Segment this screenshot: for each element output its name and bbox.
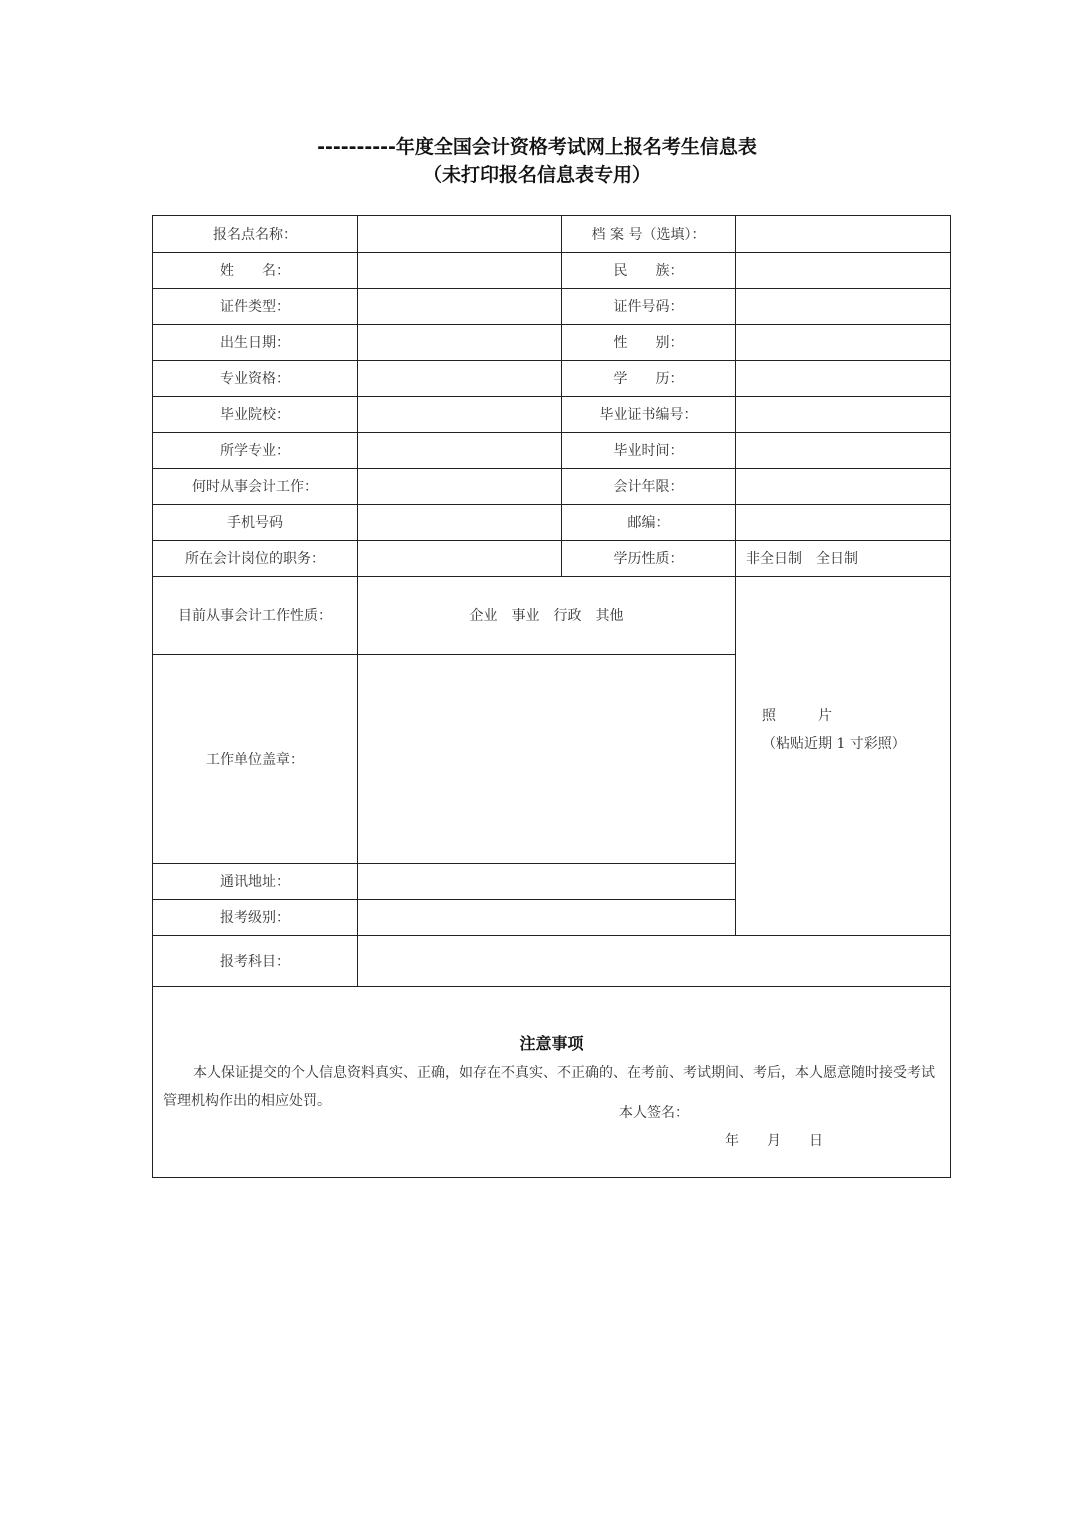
field-graduation-date[interactable] [736,432,950,468]
field-file-number[interactable] [736,216,950,252]
label-birth-date: 出生日期： [220,335,290,351]
field-registration-site[interactable] [358,216,561,252]
label-registration-site: 报名点名称： [213,227,297,243]
field-id-number[interactable] [736,288,950,324]
row-divider [153,986,950,987]
notes-body: 本人保证提交的个人信息资料真实、正确，如存在不真实、不正确的、在考前、考试期间、考后，本人愿意随时接受考试管理机构作出的相应处罚。 [163,1065,935,1109]
label-school: 毕业院校： [220,407,290,423]
field-ethnicity[interactable] [736,252,950,288]
label-name: 姓 名： [220,263,290,279]
field-work-nature-options[interactable]: 企业 事业 行政 其他 [469,608,624,624]
label-exam-subjects: 报考科目： [220,953,290,970]
label-exam-level: 报考级别： [220,910,290,926]
label-mobile: 手机号码 [227,515,283,531]
field-diploma-number[interactable] [736,396,950,432]
photo-hint: （粘贴近期 1 寸彩照） [762,736,906,752]
field-accounting-start[interactable] [358,468,561,504]
date-label: 年 月 日 [725,1133,823,1149]
field-exam-subjects[interactable] [358,935,950,986]
document-title: ----------年度全国会计资格考试网上报名考生信息表 [317,136,757,158]
field-major[interactable] [358,432,561,468]
field-school[interactable] [358,396,561,432]
field-birth-date[interactable] [358,324,561,360]
field-id-type[interactable] [358,288,561,324]
label-address: 通讯地址： [220,874,290,890]
label-file-number: 档 案 号（选填）： [591,227,706,243]
label-employer-stamp: 工作单位盖章： [206,751,304,768]
field-employer-stamp[interactable] [358,654,735,863]
label-diploma-number: 毕业证书编号： [599,407,698,423]
label-gender: 性 别： [613,335,684,351]
field-gender[interactable] [736,324,950,360]
label-major: 所学专业： [220,443,290,459]
label-education: 学 历： [613,371,684,387]
label-work-nature: 目前从事会计工作性质： [178,608,332,624]
field-qualification[interactable] [358,360,561,396]
label-accounting-years: 会计年限： [613,479,684,495]
label-qualification: 专业资格： [220,371,290,387]
field-name[interactable] [358,252,561,288]
field-education[interactable] [736,360,950,396]
signature-label: 本人签名： [619,1105,689,1121]
label-graduation-date: 毕业时间： [613,443,684,459]
field-address[interactable] [358,863,735,899]
field-education-type[interactable]: 非全日制 全日制 [746,551,858,567]
document-subtitle: （未打印报名信息表专用） [422,164,651,186]
notes-title: 注意事项 [519,1034,584,1053]
field-postcode[interactable] [736,504,950,540]
field-exam-level[interactable] [358,899,735,935]
field-mobile[interactable] [358,504,561,540]
label-postcode: 邮编： [627,515,670,531]
label-id-number: 证件号码： [613,299,684,315]
label-education-type: 学历性质： [613,551,684,567]
photo-box[interactable] [736,576,950,935]
label-id-type: 证件类型： [220,299,290,315]
label-ethnicity: 民 族： [613,263,684,279]
label-position: 所在会计岗位的职务： [185,551,325,567]
field-position[interactable] [358,540,561,576]
photo-label: 照 片 [762,708,832,724]
registration-form-table [152,215,951,1178]
label-accounting-start: 何时从事会计工作： [192,479,318,495]
field-accounting-years[interactable] [736,468,950,504]
